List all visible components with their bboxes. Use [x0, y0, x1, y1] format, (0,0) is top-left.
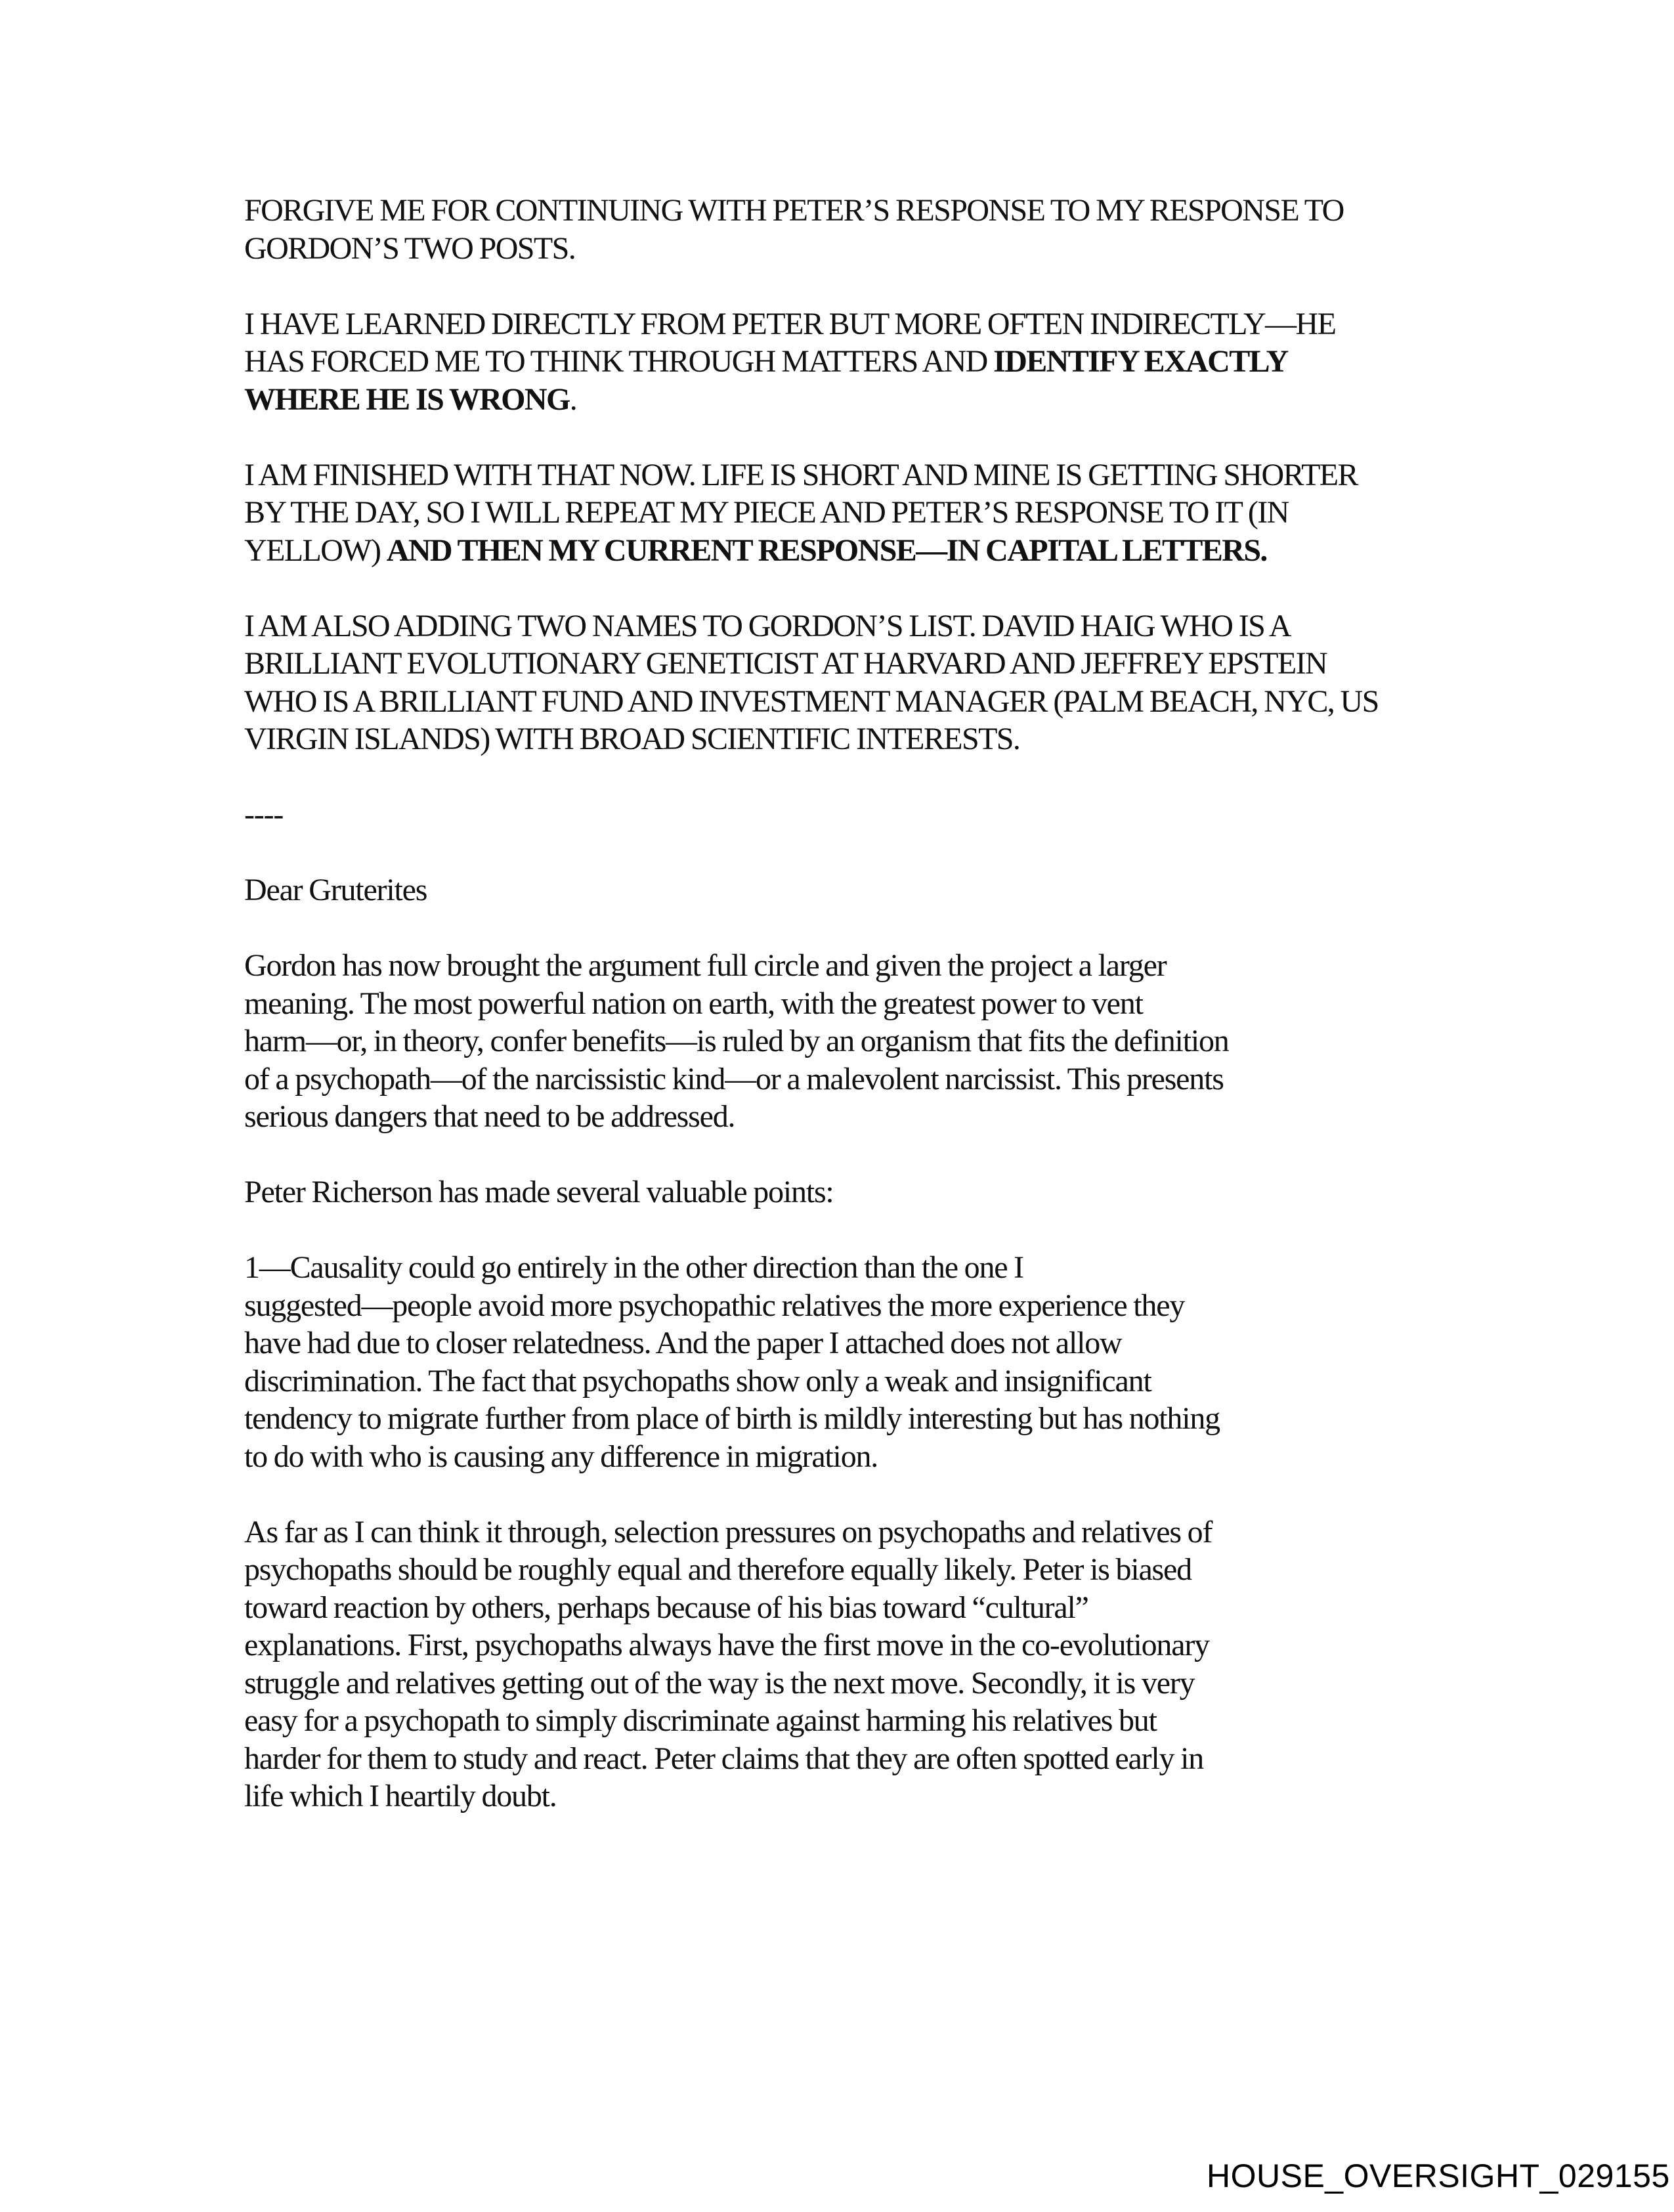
numbered-point: [244, 1249, 1426, 1475]
text-segment: I AM ALSO ADDING TWO NAMES TO GORDON’S LIST. DAVID HAIG WHO IS A: [244, 608, 1291, 643]
text-line: [244, 343, 1426, 381]
text-line: [244, 494, 1426, 532]
text-segment: VIRGIN ISLANDS) WITH BROAD SCIENTIFIC INTERESTS.: [244, 722, 1020, 756]
emphasis-text: AND THEN MY CURRENT RESPONSE—IN CAPITAL LETTERS.: [386, 532, 1267, 568]
text-line: to do with who is causing any difference in migration.: [244, 1439, 878, 1474]
text-line: meaning. The most powerful nation on earth, with the greatest power to vent: [244, 986, 1143, 1021]
text-line: suggested—people avoid more psychopathic relatives the more experience they: [244, 1288, 1185, 1323]
text-segment: HAS FORCED ME TO THINK THROUGH MATTERS AND: [244, 344, 994, 379]
text-line: have had due to closer relatedness. And the paper I attached does not allow: [244, 1326, 1122, 1360]
text-line: explanations. First, psychopaths always have the first move in the co-evolutionary: [244, 1628, 1209, 1662]
text-line: As far as I can think it through, selection pressures on psychopaths and relatives of: [244, 1514, 1213, 1550]
text-line: psychopaths should be roughly equal and therefore equally likely. Peter is biased: [244, 1552, 1191, 1587]
emphasis-text: IDENTIFY EXACTLY: [993, 344, 1288, 379]
text-line: [244, 683, 1426, 721]
text-line: of a psychopath—of the narcissistic kind—or a malevolent narcissist. This presents: [244, 1061, 1224, 1096]
text-line: struggle and relatives getting out of the way is the next move. Secondly, it is very: [244, 1665, 1195, 1701]
body-paragraph: [244, 947, 1426, 1136]
intro-paragraph: [244, 456, 1426, 570]
text-line: [244, 456, 1426, 494]
letter-body: [244, 947, 1426, 1815]
text-line: serious dangers that need to be addressed.: [244, 1099, 735, 1134]
text-segment: FORGIVE ME FOR CONTINUING WITH PETER’S RESPONSE TO MY RESPONSE TO: [244, 193, 1344, 228]
document-page: [244, 192, 1426, 1853]
body-paragraph: [244, 1513, 1426, 1815]
text-line: [244, 645, 1426, 683]
text-segment: I HAVE LEARNED DIRECTLY FROM PETER BUT MORE OFTEN INDIRECTLY—HE: [244, 306, 1336, 341]
body-paragraph: [244, 1173, 1426, 1211]
text-segment: WHO IS A BRILLIANT FUND AND INVESTMENT MANAGER (PALM BEACH, NYC, US: [244, 683, 1379, 719]
text-line: harm—or, in theory, confer benefits—is ruled by an organism that fits the definition: [244, 1024, 1229, 1058]
intro-paragraph: [244, 305, 1426, 419]
text-segment: BY THE DAY, SO I WILL REPEAT MY PIECE AND PETER’S RESPONSE TO IT (IN: [244, 495, 1289, 530]
text-line: [244, 720, 1426, 758]
text-line: Peter Richerson has made several valuable points:: [244, 1175, 834, 1209]
text-line: Gordon has now brought the argument full circle and given the project a larger: [244, 948, 1167, 983]
text-line: harder for them to study and react. Peter claims that they are often spotted early in: [244, 1741, 1204, 1776]
intro-paragraph: [244, 607, 1426, 758]
text-segment: I AM FINISHED WITH THAT NOW. LIFE IS SHORT AND MINE IS GETTING SHORTER: [244, 457, 1358, 492]
text-line: discrimination. The fact that psychopaths show only a weak and insignificant: [244, 1363, 1151, 1399]
salutation: Dear Gruterites: [244, 873, 427, 907]
text-line: [244, 230, 1426, 268]
intro-section: [244, 192, 1426, 758]
text-segment: YELLOW): [244, 532, 387, 568]
intro-paragraph: [244, 192, 1426, 267]
text-line: [244, 532, 1426, 570]
text-segment: BRILLIANT EVOLUTIONARY GENETICIST AT HARVARD AND JEFFREY EPSTEIN: [244, 646, 1327, 681]
text-line: [244, 192, 1426, 230]
section-separator: ----: [244, 797, 284, 832]
bates-stamp: HOUSE_OVERSIGHT_029155: [1207, 2158, 1670, 2194]
text-line: [244, 607, 1426, 645]
text-line: [244, 381, 1426, 419]
text-line: tendency to migrate further from place of birth is mildly interesting but has nothing: [244, 1401, 1220, 1436]
text-line: easy for a psychopath to simply discriminate against harming his relatives but: [244, 1703, 1157, 1738]
text-segment: .: [569, 381, 577, 417]
emphasis-text: WHERE HE IS WRONG: [244, 381, 570, 417]
text-segment: GORDON’S TWO POSTS.: [244, 230, 576, 266]
text-line: 1—Causality could go entirely in the other direction than the one I: [244, 1250, 1023, 1285]
text-line: [244, 305, 1426, 343]
text-line: life which I heartily doubt.: [244, 1779, 557, 1813]
text-line: toward reaction by others, perhaps because of his bias toward “cultural”: [244, 1590, 1088, 1625]
